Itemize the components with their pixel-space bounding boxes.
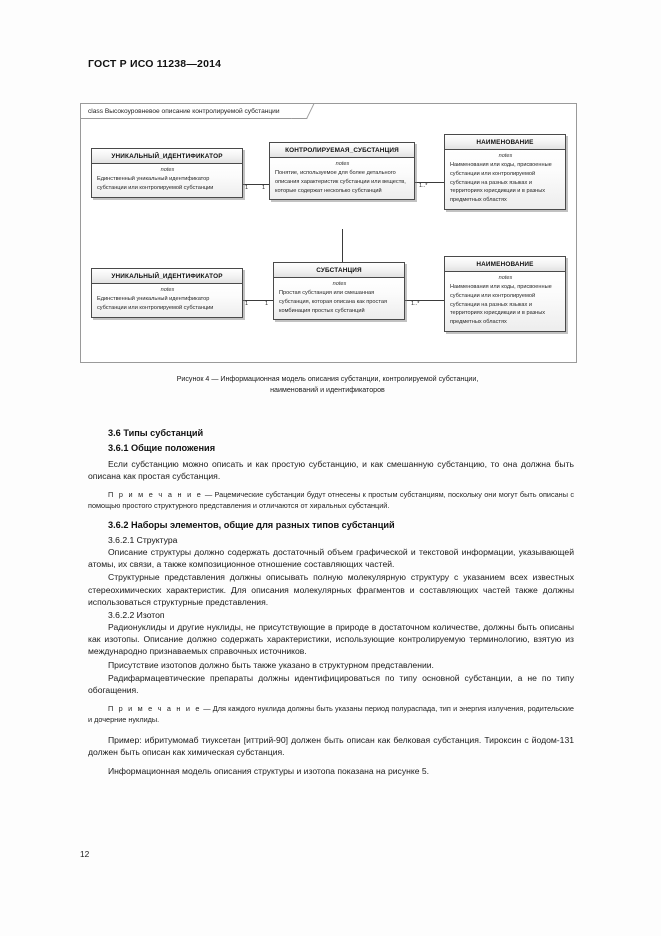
page-number: 12 [80,849,90,859]
uml-class-title: НАИМЕНОВАНИЕ [445,135,565,150]
paragraph-3-6-1-1: Если субстанцию можно описать и как простую субстанцию, и как смешанную субстанцию, то она должна быть описана как простая субстанция. [88,459,574,482]
paragraph-3-6-2-2-1: Радионуклиды и другие нуклиды, не присутствующие в природе в достаточном количестве, должны быть описаны как изотопы. Описание должно содержать характеристики, использующие контролируемую терминологию, взятую из международно признаваемых справочных источников. [88,621,574,657]
paragraph-3-6-2-1-2: Структурные представления должны описывать полную молекулярную структуру с указанием всех известных стереохимических характеристик. Для описания молекулярных фрагментов и составляющих частей также должны использоваться структурные представления. [88,572,574,608]
multiplicity-cs-left: 1 [262,185,266,191]
document-body [88,428,574,779]
uml-class-title: УНИКАЛЬНЫЙ_ИДЕНТИФИКАТОР [92,149,242,164]
note-label: П р и м е ч а н и е [108,703,201,713]
section-heading-3-6-2-2: 3.6.2.2 Изотоп [108,609,165,620]
uml-class-title: НАИМЕНОВАНИЕ [445,257,565,272]
uml-diagram-frame [80,103,577,363]
figure-caption-line-2: наименований и идентификаторов [270,385,385,394]
note-3-6-1 [88,490,574,512]
uml-class-unique-identifier-bottom [91,268,243,318]
uml-class-controlled-substance [269,142,415,200]
uml-notes-label: notes [498,275,513,281]
uml-notes-label: notes [160,287,175,293]
multiplicity-uid-top-right: 1 [245,185,249,191]
uml-class-name-top [444,134,566,210]
paragraph-3-6-2-2-3: Радифармацевтические препараты должны идентифицироваться по типу основной субстанции, а не по типу обогащения. [88,673,574,696]
uml-class-unique-identifier-top [91,148,243,198]
paragraph-figure-reference: Информационная модель описания структуры и изотопа показана на рисунке 5. [108,766,430,777]
uml-class-name-bottom [444,256,566,332]
note-3-6-2-2 [88,704,574,726]
section-heading-3-6-1: 3.6.1 Общие положения [108,443,216,453]
diagram-title-tab: class Высокоуровневое описание контролируемой субстанции [81,104,307,119]
paragraph-3-6-2-2-2: Присутствие изотопов должно быть также указано в структурном представлении. [108,659,434,670]
multiplicity-substance-right: 1..* [411,301,420,307]
multiplicity-cs-right: 1..* [419,183,428,189]
uml-class-body [270,158,414,199]
multiplicity-uid-bottom-right: 1 [245,301,249,307]
figure-caption [80,374,575,396]
uml-class-description: Наименования или коды, присвоенные субстанции или контролируемой субстанции на разных языках и территориях юрисдикции и в разных предметных областях [450,284,552,326]
section-heading-3-6-2: 3.6.2 Наборы элементов, общие для разных типов субстанций [108,519,395,530]
uml-notes-label: notes [332,281,347,287]
connector-cs-to-substance [342,229,343,262]
uml-notes-label: notes [335,161,350,167]
uml-class-description: Единственный уникальный идентификатор субстанции или контролируемой субстанции [97,296,214,311]
note-text: — Рацемические субстанции будут отнесены к простым субстанциям, поскольку они могут быть описаны с помощью простого структурного представления и отличаются от хиральных субстанций. [88,489,574,510]
uml-class-body [92,284,242,317]
uml-notes-label: notes [498,153,513,159]
paragraph-example: Пример: ибритумомаб тиуксетан [иттрий-90] должен быть описан как белковая субстанция. Тироксин с йодом-131 должен быть описан как химическая субстанция. [88,734,574,757]
uml-class-description: Единственный уникальный идентификатор субстанции или контролируемой субстанции [97,176,214,191]
paragraph-3-6-2-1-1: Описание структуры должно содержать достаточный объем графической и текстовой информации, указывающей атомы, их связи, а также композиционное отношение составляющих частей. [88,546,574,569]
uml-class-description: Наименования или коды, присвоенные субстанции или контролируемой субстанции на разных языках и территориях юрисдикции и в разных предметных областях [450,162,552,204]
figure-caption-line-1: Рисунок 4 — Информационная модель описания субстанции, контролируемой субстанции, [176,375,479,383]
section-heading-3-6: 3.6 Типы субстанций [108,428,204,438]
uml-class-title: УНИКАЛЬНЫЙ_ИДЕНТИФИКАТОР [92,269,242,284]
note-label: П р и м е ч а н и е [108,489,203,499]
uml-class-body [445,150,565,209]
uml-class-title: КОНТРОЛИРУЕМАЯ_СУБСТАНЦИЯ [270,143,414,158]
document-standard-header: ГОСТ Р ИСО 11238—2014 [88,58,222,70]
section-heading-3-6-2-1: 3.6.2.1 Структура [108,534,178,545]
uml-class-body [92,164,242,197]
multiplicity-substance-left: 1 [265,301,269,307]
note-text: — Для каждого нуклида должны быть указаны период полураспада, тип и энергия излучения, родительские и дочерние нуклиды. [88,703,574,724]
uml-class-description: Простая субстанция или смешанная субстанция, которая описана как простая комбинация простых субстанций [279,290,387,314]
uml-class-title: СУБСТАНЦИЯ [274,263,404,278]
uml-class-body [274,278,404,319]
uml-notes-label: notes [160,167,175,173]
uml-class-description: Понятие, используемое для более детального описания характеристик субстанции или веществ, которые содержат несколько субстанций [275,170,406,194]
uml-class-substance [273,262,405,320]
uml-class-body [445,272,565,331]
